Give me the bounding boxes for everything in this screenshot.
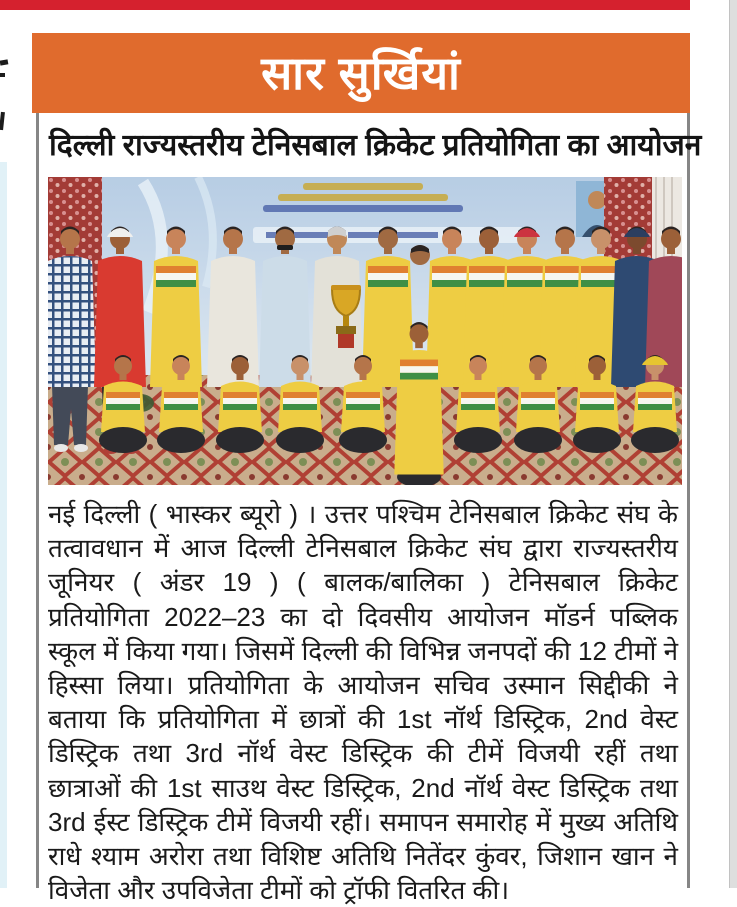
adjacent-column-edge-strip — [0, 162, 7, 888]
masthead-rule — [0, 0, 690, 10]
article-headline: दिल्ली राज्यस्तरीय टेनिसबाल क्रिकेट प्रतियोगिता का आयोजन — [49, 129, 702, 162]
face-behind — [410, 245, 430, 265]
team-photo — [48, 177, 682, 485]
section-title: सार सुर्खियां — [261, 47, 461, 99]
section-banner — [32, 33, 690, 113]
scan-edge — [729, 0, 737, 888]
sunglasses — [277, 245, 293, 250]
body-copy: उत्तर पश्चिम टेनिसबाल क्रिकेट संघ के तत्वावधान में आज दिल्ली टेनिसबाल क्रिकेट संघ द्वारा राज्यस्तरीय जूनियर ( अंडर 19 ) ( बालक/बालिका ) टेनिसबाल क्रिकेट प्रतियोगिता 2022–23 का दो दिवसीय आयोजन मॉडर्न पब्लिक स्कूल में किया गया। जिसमें दिल्ली की विभिन्न जनपदों की 12 टीमों ने हिस्सा लिया। प्रतियोगिता के आयोजन सचिव उस्मान सिद्दीकी ने बताया कि प्रतियोगिता में छात्रों की 1st नॉर्थ डिस्ट्रिक, 2nd वेस्ट डिस्ट्रिक तथा 3rd नॉर्थ वेस्ट डिस्ट्रिक की टीमें विजयी रहीं तथा छात्राओं की 1st साउथ वेस्ट डिस्ट्रिक, 2nd नॉर्थ वेस्ट डिस्ट्रिक तथा 3rd ईस्ट डिस्ट्रिक टीमें विजयी रहीं। समापन समारोह में मुख्य अतिथि राधे श्याम अरोरा तथा विशिष्ट अतिथि नितेंदर कुंवर, जिशान खान ने विजेता और उपविजेता टीमों को ट्रॉफी वितरित की। — [48, 499, 678, 906]
article-frame — [36, 113, 702, 906]
article-body — [48, 497, 678, 907]
adjacent-column-ink-mark — [0, 59, 8, 65]
adjacent-column-ink-mark — [0, 73, 5, 77]
dateline: नई दिल्ली ( भास्कर ब्यूरो ) । — [48, 499, 325, 529]
adjacent-column-ink-mark — [0, 112, 5, 130]
